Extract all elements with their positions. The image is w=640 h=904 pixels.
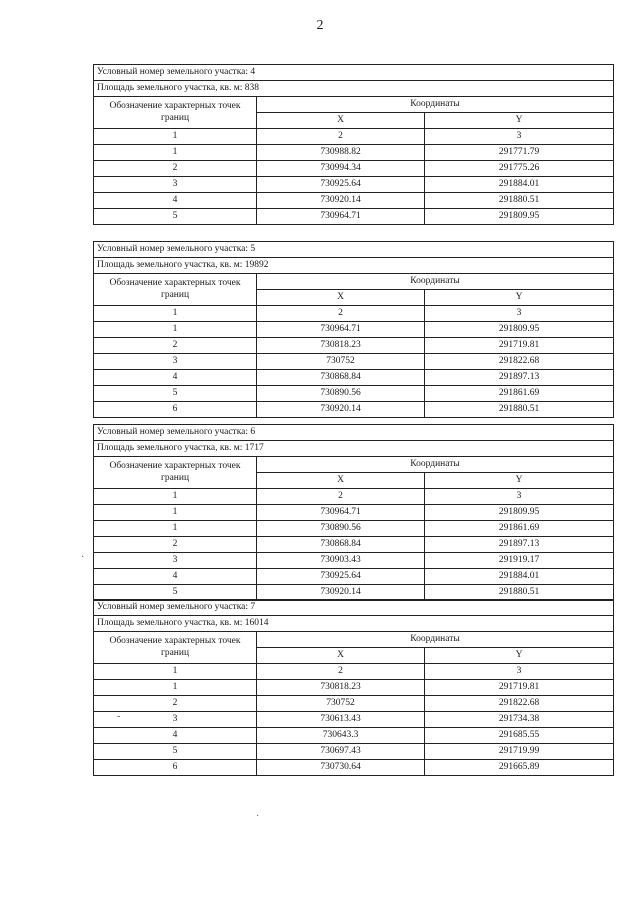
column-number: 3 (425, 489, 614, 505)
column-number: 1 (94, 489, 257, 505)
coordinate-x: 730613.43 (257, 712, 425, 728)
coordinate-y: 291719.81 (425, 338, 614, 354)
point-number: 2 (94, 161, 257, 177)
table-row (94, 402, 614, 418)
page-number: 2 (316, 18, 324, 33)
header-x: X (257, 113, 425, 129)
header-y: Y (425, 473, 614, 489)
coordinate-x: 730818.23 (257, 680, 425, 696)
point-number: 6 (94, 760, 257, 776)
point-number: 5 (94, 585, 257, 601)
header-y: Y (425, 113, 614, 129)
parcel-number: Условный номер земельного участка: 4 (94, 65, 614, 81)
coordinate-x: 730988.82 (257, 145, 425, 161)
table-row (94, 338, 614, 354)
point-number: 1 (94, 322, 257, 338)
coordinate-x: 730964.71 (257, 209, 425, 225)
coordinate-y: 291719.81 (425, 680, 614, 696)
point-number: 1 (94, 521, 257, 537)
table-row (94, 553, 614, 569)
table-row (94, 386, 614, 402)
coordinate-y: 291880.51 (425, 193, 614, 209)
parcel-block-5 (93, 241, 613, 418)
coordinate-y: 291861.69 (425, 386, 614, 402)
coordinate-y: 291809.95 (425, 505, 614, 521)
point-number: 6 (94, 402, 257, 418)
coordinate-y: 291884.01 (425, 569, 614, 585)
coordinate-x: 730730.64 (257, 760, 425, 776)
table-row (94, 744, 614, 760)
point-number: 2 (94, 696, 257, 712)
point-number: 5 (94, 744, 257, 760)
point-number: 2 (94, 537, 257, 553)
coordinate-y: 291734.38 (425, 712, 614, 728)
header-y: Y (425, 648, 614, 664)
header-designation: Обозначение характерных точек границ (94, 97, 257, 129)
coordinate-y: 291771.79 (425, 145, 614, 161)
parcel-number: Условный номер земельного участка: 7 (94, 600, 614, 616)
coordinate-x: 730925.64 (257, 177, 425, 193)
header-x: X (257, 473, 425, 489)
coordinate-y: 291897.13 (425, 537, 614, 553)
table-row (94, 696, 614, 712)
column-number: 3 (425, 129, 614, 145)
point-number: 3 (94, 354, 257, 370)
point-number: 5 (94, 386, 257, 402)
table-row (94, 177, 614, 193)
point-number: 4 (94, 728, 257, 744)
coordinate-x: 730920.14 (257, 585, 425, 601)
parcel-block-6 (93, 424, 613, 601)
coordinate-x: 730752 (257, 696, 425, 712)
column-number: 1 (94, 664, 257, 680)
parcel-number: Условный номер земельного участка: 6 (94, 425, 614, 441)
coordinate-y: 291880.51 (425, 585, 614, 601)
coordinate-x: 730925.64 (257, 569, 425, 585)
coordinate-y: 291880.51 (425, 402, 614, 418)
coordinate-y: 291809.95 (425, 322, 614, 338)
coordinate-y: 291822.68 (425, 696, 614, 712)
parcel-area: Площадь земельного участка, кв. м: 16014 (94, 616, 614, 632)
table-row (94, 193, 614, 209)
header-y: Y (425, 290, 614, 306)
coordinate-x: 730890.56 (257, 386, 425, 402)
parcel-area: Площадь земельного участка, кв. м: 19892 (94, 258, 614, 274)
coordinate-x: 730920.14 (257, 402, 425, 418)
parcel-block-4 (93, 64, 613, 225)
table-row (94, 354, 614, 370)
parcel-number: Условный номер земельного участка: 5 (94, 242, 614, 258)
point-number: 4 (94, 370, 257, 386)
scan-speck: - (117, 711, 121, 722)
column-number: 1 (94, 306, 257, 322)
header-coordinates: Координаты (257, 632, 614, 648)
coordinate-x: 730697.43 (257, 744, 425, 760)
table-row (94, 145, 614, 161)
parcel-block-7 (93, 599, 613, 776)
point-number: 4 (94, 193, 257, 209)
point-number: 3 (94, 553, 257, 569)
table-row (94, 161, 614, 177)
column-number: 3 (425, 306, 614, 322)
parcel-area: Площадь земельного участка, кв. м: 1717 (94, 441, 614, 457)
point-number: 1 (94, 680, 257, 696)
point-number: 5 (94, 209, 257, 225)
coordinate-y: 291775.26 (425, 161, 614, 177)
column-number: 2 (257, 489, 425, 505)
coordinate-y: 291919.17 (425, 553, 614, 569)
coordinate-y: 291861.69 (425, 521, 614, 537)
parcel-area: Площадь земельного участка, кв. м: 838 (94, 81, 614, 97)
header-designation: Обозначение характерных точек границ (94, 632, 257, 664)
point-number: 1 (94, 145, 257, 161)
table-row (94, 760, 614, 776)
coordinate-x: 730643.3 (257, 728, 425, 744)
coordinate-y: 291665.89 (425, 760, 614, 776)
point-number: 3 (94, 712, 257, 728)
coordinate-x: 730890.56 (257, 521, 425, 537)
header-x: X (257, 648, 425, 664)
coordinates-table (93, 241, 614, 418)
header-designation: Обозначение характерных точек границ (94, 274, 257, 306)
table-row (94, 322, 614, 338)
table-row (94, 209, 614, 225)
column-number: 2 (257, 664, 425, 680)
coordinate-x: 730920.14 (257, 193, 425, 209)
table-row (94, 505, 614, 521)
coordinate-x: 730868.84 (257, 370, 425, 386)
coordinate-x: 730752 (257, 354, 425, 370)
header-coordinates: Координаты (257, 457, 614, 473)
header-coordinates: Координаты (257, 97, 614, 113)
coordinate-y: 291822.68 (425, 354, 614, 370)
table-row (94, 712, 614, 728)
table-row (94, 370, 614, 386)
coordinate-x: 730994.34 (257, 161, 425, 177)
scan-speck: · (81, 552, 85, 563)
table-row (94, 680, 614, 696)
table-row (94, 728, 614, 744)
column-number: 2 (257, 306, 425, 322)
coordinates-table (93, 64, 614, 225)
point-number: 1 (94, 505, 257, 521)
coordinate-x: 730818.23 (257, 338, 425, 354)
point-number: 3 (94, 177, 257, 193)
coordinate-x: 730964.71 (257, 505, 425, 521)
coordinate-x: 730903.43 (257, 553, 425, 569)
column-number: 2 (257, 129, 425, 145)
coordinate-y: 291809.95 (425, 209, 614, 225)
coordinate-y: 291884.01 (425, 177, 614, 193)
table-row (94, 569, 614, 585)
point-number: 2 (94, 338, 257, 354)
header-coordinates: Координаты (257, 274, 614, 290)
coordinate-y: 291685.55 (425, 728, 614, 744)
coordinate-x: 730964.71 (257, 322, 425, 338)
table-row (94, 537, 614, 553)
point-number: 4 (94, 569, 257, 585)
header-x: X (257, 290, 425, 306)
coordinates-table (93, 599, 614, 776)
coordinates-table (93, 424, 614, 601)
coordinate-y: 291719.99 (425, 744, 614, 760)
coordinate-y: 291897.13 (425, 370, 614, 386)
scan-speck: · (256, 811, 260, 822)
column-number: 1 (94, 129, 257, 145)
column-number: 3 (425, 664, 614, 680)
header-designation: Обозначение характерных точек границ (94, 457, 257, 489)
table-row (94, 521, 614, 537)
coordinate-x: 730868.84 (257, 537, 425, 553)
